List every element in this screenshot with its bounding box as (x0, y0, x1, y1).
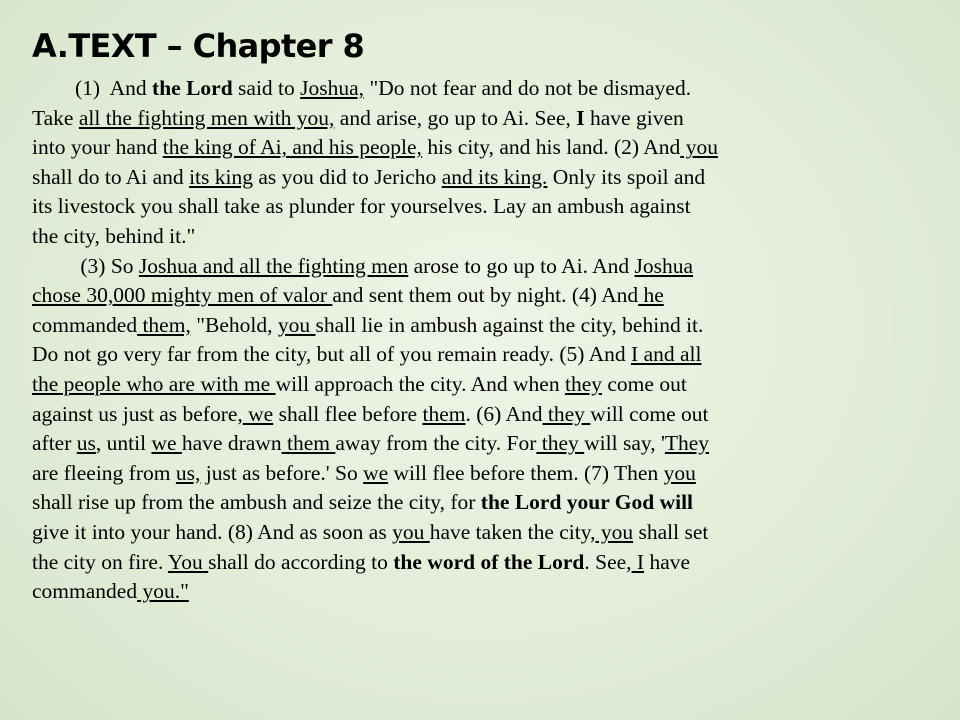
text-segment: Take (32, 105, 79, 130)
text-line (32, 163, 932, 193)
underlined-phrase: you (392, 519, 430, 544)
underlined-phrase: you (680, 135, 718, 160)
text-line (32, 548, 932, 578)
underlined-phrase: you (595, 519, 634, 544)
text-segment: will flee before them. (7) Then (388, 460, 664, 485)
text-line (32, 252, 932, 282)
text-segment: Do not go very far from the city, but all of you remain ready. (5) And (32, 342, 632, 367)
text-segment: have taken the city, (429, 519, 596, 544)
text-line (32, 311, 932, 341)
bold-phrase: the Lord (152, 76, 233, 100)
underlined-phrase: we (363, 460, 389, 485)
text-segment: . (6) And (465, 401, 543, 426)
text-segment: . See, (584, 549, 632, 574)
text-segment: commanded (32, 312, 138, 337)
text-segment: shall flee before (273, 401, 423, 426)
text-segment: the city on fire. (32, 549, 168, 574)
text-segment: (1) And (32, 76, 153, 100)
underlined-phrase: them (281, 431, 336, 456)
text-segment: the city, behind it." (32, 223, 196, 248)
text-line (32, 459, 932, 489)
text-segment: shall do to Ai and (32, 164, 190, 189)
text-line (32, 104, 932, 134)
underlined-phrase: You (167, 549, 209, 574)
text-segment: said to (232, 76, 301, 100)
text-line (32, 370, 932, 400)
underlined-phrase: chose 30,000 mighty men of valor (32, 283, 333, 308)
text-segment: away from the city. For (335, 431, 537, 456)
slide-title: A.TEXT – Chapter 8 (32, 27, 365, 65)
text-line (32, 488, 932, 518)
text-line (32, 222, 932, 252)
text-segment: arose to go up to Ai. And (408, 253, 635, 278)
underlined-phrase: I (631, 549, 645, 574)
text-segment: shall rise up from the ambush and seize the city, for (32, 490, 481, 515)
text-segment: into your hand (32, 135, 163, 160)
text-segment: "Behold, (190, 312, 278, 337)
underlined-phrase: Joshua, (300, 76, 365, 100)
text-segment: "Do not fear and do not be dismayed. (364, 76, 692, 100)
bold-phrase: the word of the Lord (393, 549, 585, 574)
text-segment: its livestock you shall take as plunder for yourselves. Lay an ambush against (32, 194, 691, 219)
underlined-phrase: them (422, 401, 466, 426)
text-segment: commanded (32, 579, 138, 604)
text-line (32, 340, 932, 370)
underlined-phrase: he (638, 283, 664, 308)
underlined-phrase: they (536, 431, 585, 456)
text-line (32, 74, 932, 104)
underlined-phrase: They (664, 431, 710, 456)
underlined-phrase: you (663, 460, 696, 485)
text-line (32, 133, 932, 163)
underlined-phrase: and its king. (441, 164, 548, 189)
text-line (32, 400, 932, 430)
text-segment: will say, ' (584, 431, 665, 456)
text-segment: and arise, go up to Ai. See, (334, 105, 577, 130)
text-segment: shall set (633, 519, 709, 544)
text-segment: just as before.' So (200, 460, 364, 485)
underlined-phrase: we (151, 431, 182, 456)
text-line (32, 429, 932, 459)
underlined-phrase: Joshua (634, 253, 694, 278)
text-line (32, 577, 932, 607)
underlined-phrase: you (277, 312, 316, 337)
underlined-phrase: Joshua and all the fighting men (138, 253, 409, 278)
scripture-text (32, 74, 932, 607)
bold-phrase: the Lord your God (480, 490, 655, 515)
text-segment: shall lie in ambush against the city, behind it. (315, 312, 704, 337)
underlined-phrase: they (564, 371, 603, 396)
text-segment: after (32, 431, 77, 456)
text-segment: , until (95, 431, 152, 456)
underlined-phrase: we (242, 401, 274, 426)
underlined-phrase: the people who are with me (32, 371, 276, 396)
bold-phrase: I (576, 105, 585, 130)
text-segment: and sent them out by night. (4) And (332, 283, 639, 308)
text-segment: (3) So (32, 253, 139, 278)
text-segment: give it into your hand. (8) And as soon as (32, 519, 393, 544)
underlined-phrase: I and all (631, 342, 702, 367)
underlined-phrase: us (76, 431, 96, 456)
text-segment: come out (602, 371, 687, 396)
underlined-phrase: the king of Ai, and his people, (162, 135, 422, 160)
underlined-phrase: they (542, 401, 591, 426)
text-line (32, 518, 932, 548)
underlined-phrase: us, (175, 460, 201, 485)
text-segment: as you did to Jericho (252, 164, 442, 189)
text-segment: have (644, 549, 691, 574)
underlined-phrase: its king (189, 164, 253, 189)
text-segment: are fleeing from (32, 460, 176, 485)
text-segment: will approach the city. And when (275, 371, 565, 396)
underlined-phrase: all the fighting men with you, (78, 105, 335, 130)
text-segment: against us just as before, (32, 401, 243, 426)
text-line (32, 281, 932, 311)
text-segment: have drawn (181, 431, 282, 456)
underlined-phrase: you." (137, 579, 189, 604)
text-line (32, 192, 932, 222)
text-segment: have given (584, 105, 684, 130)
text-segment: will come out (590, 401, 709, 426)
bold-phrase: will (659, 490, 694, 515)
text-segment: his city, and his land. (2) And (421, 135, 681, 160)
text-segment: Only its spoil and (547, 164, 706, 189)
text-segment: shall do according to (208, 549, 394, 574)
underlined-phrase: them, (137, 312, 191, 337)
